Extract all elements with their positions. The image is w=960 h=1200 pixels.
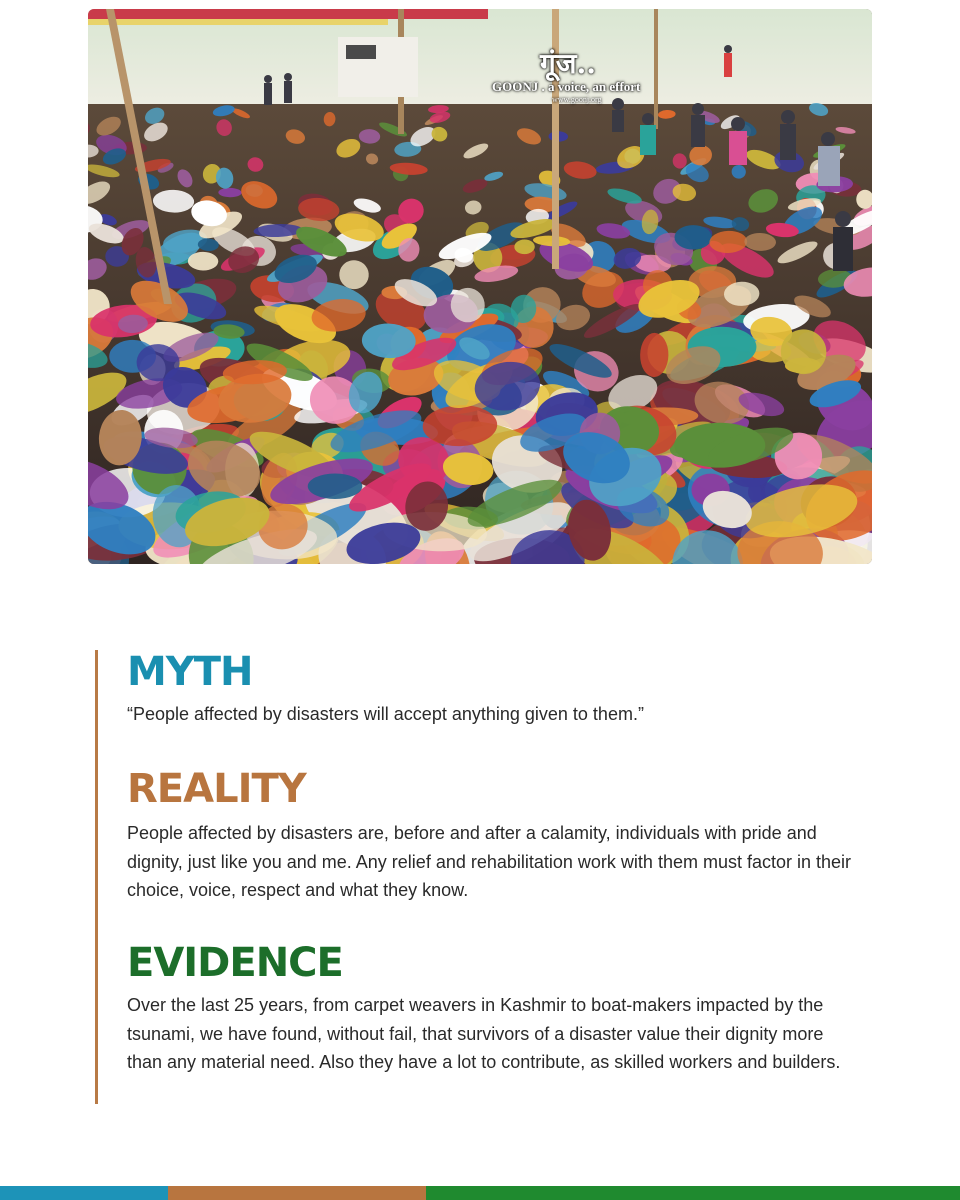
evidence-text: Over the last 25 years, from carpet weavers in Kashmir to boat-makers impacted by the tsunami, we have found, without fail, that survivors of a disaster value their dignity more than any material need. Also they have a lot to contribute, as skilled workers and builders.: [127, 995, 841, 1072]
reality-section: [127, 767, 857, 905]
evidence-heading: EVIDENCE: [127, 940, 343, 986]
watermark-caption: GOONJ . a voice, an effort: [492, 79, 641, 94]
myth-reality-evidence-block: [95, 650, 855, 1104]
myth-heading: MYTH: [127, 649, 253, 695]
footer-bar-brown-segment: [168, 1186, 426, 1200]
myth-text: “People affected by disasters will accept anything given to them.”: [127, 704, 644, 724]
watermark-hindi-logo: गूंज..: [540, 47, 597, 80]
cloth-piece: [675, 225, 712, 249]
footer-bar-blue-segment: [0, 1186, 168, 1200]
footer-color-bar: [0, 1186, 960, 1200]
clothes-pile-photo: [88, 9, 872, 564]
reality-heading: REALITY: [127, 766, 306, 812]
myth-section: [127, 650, 857, 729]
reality-text: People affected by disasters are, before and after a calamity, individuals with pride and dignity, just like you and me. Any relief and rehabilitation work with them must factor in their choice, voice, respect and what they know.: [127, 823, 852, 900]
goonj-watermark: [492, 49, 640, 105]
photo-illustration: [88, 9, 872, 564]
watermark-url: www.goonj.org: [552, 95, 602, 104]
evidence-section: [127, 941, 857, 1077]
footer-bar-green-segment: [426, 1186, 960, 1200]
cloth-piece: [308, 473, 363, 499]
